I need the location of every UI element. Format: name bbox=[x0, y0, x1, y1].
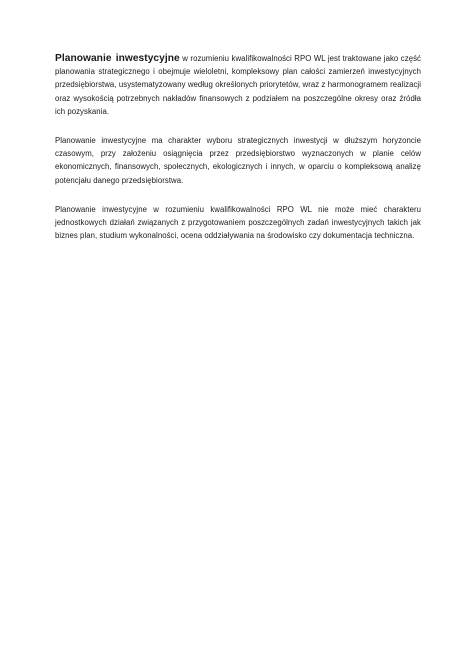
paragraph-text: Planowanie inwestycyjne ma charakter wyboru strategicznych inwestycji w dłuższym horyzoncie czasowym, przy założeniu osiągnięcia przez przedsiębiorstwo wyznaczonych w planie celów ekonomicznych, finansowych, społecznych, ekologicznych i innych, w oparciu o kompleksową analizę potencjału danego przedsiębiorstwa. bbox=[55, 136, 421, 185]
paragraph-text: w rozumieniu kwalifikowalności RPO WL jest traktowane jako część planowania strategicznego i obejmuje wieloletni, kompleksowy plan całości zamierzeń inwestycyjnych przedsiębiorstwa, usystematyzowany według określonych priorytetów, wraz z harmonogramem realizacji oraz wysokością potrzebnych nakładów finansowych z podziałem na poszczególne okresy oraz źródła ich pozyskania. bbox=[55, 54, 421, 116]
paragraph-character bbox=[55, 134, 421, 187]
paragraph-exclusions bbox=[55, 203, 421, 243]
paragraph-text: Planowanie inwestycyjne w rozumieniu kwalifikowalności RPO WL nie może mieć charakteru jednostkowych działań związanych z przygotowaniem poszczególnych zadań inwestycyjnych takich jak biznes plan, studium wykonalności, ocena oddziaływania na środowisko czy dokumentacja techniczna. bbox=[55, 204, 421, 241]
paragraph-lead-term: Planowanie inwestycyjne bbox=[55, 53, 180, 64]
paragraph-definition bbox=[55, 52, 421, 118]
document-body bbox=[55, 52, 421, 258]
